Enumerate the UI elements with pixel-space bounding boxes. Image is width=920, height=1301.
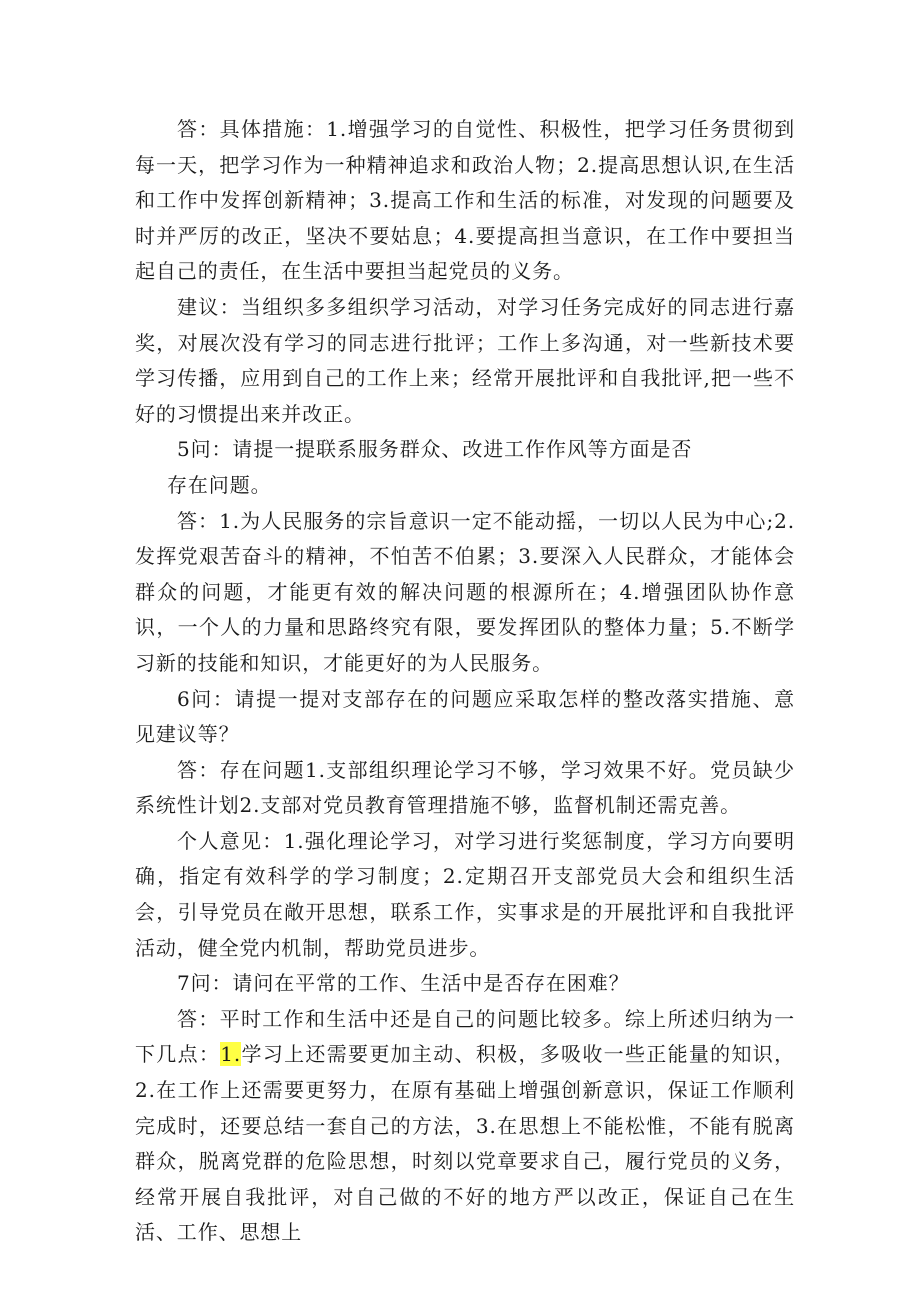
answer-text-lead: 答：平时工作和生活中还是自己的问题比较多。综上所述归纳为一下几点： [135,1006,795,1067]
question-paragraph: 5问：请提一提联系服务群众、改进工作作风等方面是否 [177,437,693,462]
answer-text-rest: 学习上还需要更加主动、积极，多吸收一些正能量的知识，2.在工作上还需要更努力，在原有基础上增强创新意识，保证工作顺利完成时，还要总结一套自己的方法，3.在思想上不能松惟，不能有脱离群众，脱离党群的危险思想，时刻以党章要求自己，履行党员的义务，经常开展自我批评，对自己做的不好的地方严以改正，保证自己在生活、工作、思想上 [135,1042,795,1245]
answer-paragraph: 答：1.为人民服务的宗旨意识一定不能动摇，一切以人民为中心;2.发挥党艰苦奋斗的精神，不怕苦不伯累；3.要深入人民群众，才能体会群众的问题，才能更有效的解决问题的根源所在；4.增强团队协作意识，一个人的力量和思路终究有限，要发挥团队的整体力量；5.不断学习新的技能和知识，才能更好的为人民服务。 [135,508,795,675]
suggestion-paragraph: 建议：当组织多多组织学习活动，对学习任务完成好的同志进行嘉奖，对展次没有学习的同志进行批评；工作上多沟通，对一些新技术要学习传播，应用到自己的工作上来；经常开展批评和自我批评,把一些不好的习惯提出来并改正。 [135,294,795,426]
highlighted-text: 1. [220,1042,242,1067]
answer-paragraph: 答：具体措施：1.增强学习的自觉性、积极性，把学习任务贯彻到每一天，把学习作为一种精神追求和政治人物；2.提高思想认识,在生活和工作中发挥创新精神；3.提高工作和生活的标准，对发现的问题要及时并严厉的改正，坚决不要姑息；4.要提高担当意识，在工作中要担当起自己的责任，在生活中要担当起党员的义务。 [135,117,795,284]
document-body [135,112,795,1251]
question-paragraph-continuation: 存在问题。 [167,472,272,497]
answer-paragraph [135,1002,795,1251]
question-paragraph: 6问：请提一提对支部存在的问题应采取怎样的整改落实措施、意见建议等？ [135,686,795,747]
opinion-paragraph: 个人意见：1.强化理论学习，对学习进行奖惩制度，学习方向要明确，指定有效科学的学习制度；2.定期召开支部党员大会和组织生活会，引导党员在敞开思想，联系工作，实事求是的开展批评和自我批评活动，健全党内机制，帮助党员进步。 [135,828,795,960]
answer-paragraph: 答：存在问题1.支部组织理论学习不够，学习效果不好。党员缺少系统性计划2.支部对党员教育管理措施不够，监督机制还需克善。 [135,757,795,818]
question-paragraph: 7问：请问在平常的工作、生活中是否存在困难？ [177,971,630,996]
